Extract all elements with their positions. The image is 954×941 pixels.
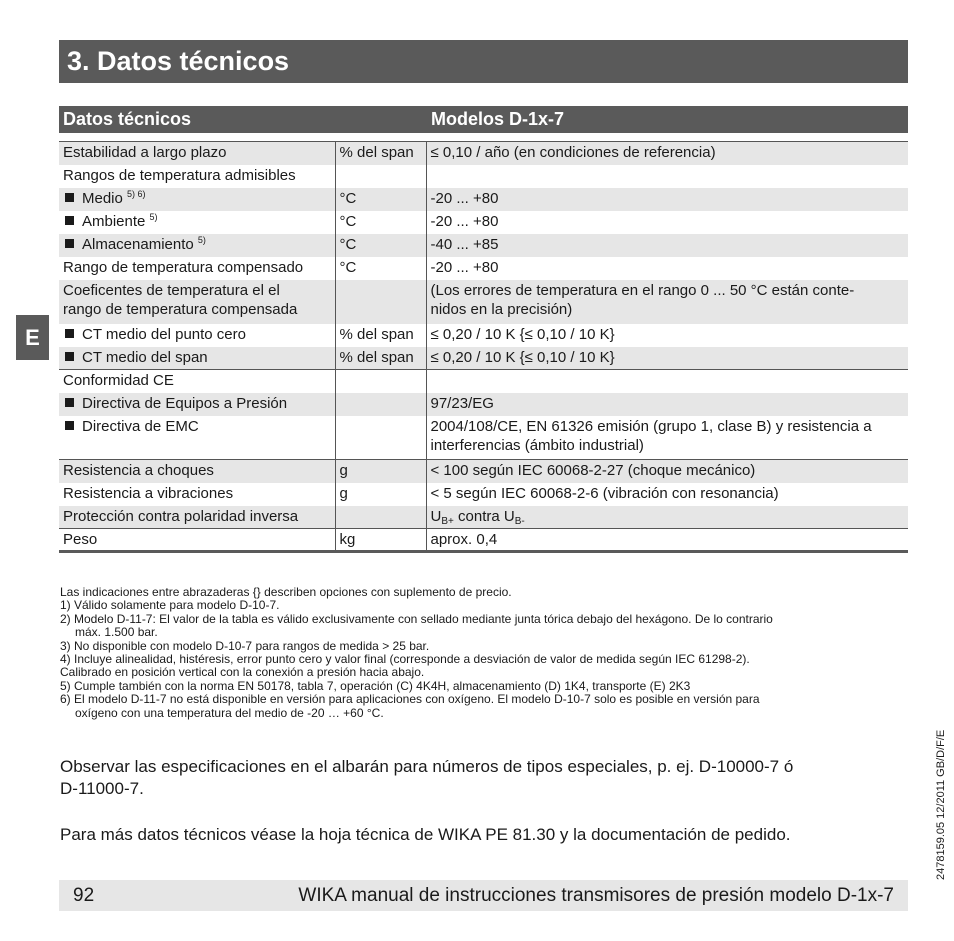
row-label: Protección contra polaridad inversa: [59, 506, 335, 529]
row-value: -20 ... +80: [426, 257, 908, 280]
reference-paragraph: Para más datos técnicos véase la hoja técnica de WIKA PE 81.30 y la documentación de pedido.: [60, 825, 791, 844]
footnote: 5) Cumple también con la norma EN 50178, tabla 7, operación (C) 4K4H, almacenamiento (D) 1K4, transporte (E) 2K3: [60, 678, 691, 693]
table-row: [59, 211, 908, 234]
row-value: < 100 según IEC 60068-2-27 (choque mecánico): [426, 460, 908, 483]
footnotes: [60, 586, 895, 720]
section-title: 3. Datos técnicos: [59, 40, 908, 83]
table-row: [59, 460, 908, 483]
row-unit: °C: [335, 211, 426, 234]
table-row: [59, 529, 908, 552]
document-code: [919, 690, 947, 880]
footnote: 1) Válido solamente para modelo D-10-7.: [60, 598, 280, 613]
page-footer: [59, 880, 908, 911]
row-label-text: Directiva de Equipos a Presión: [82, 394, 288, 412]
row-value: aprox. 0,4: [426, 529, 908, 552]
row-unit: % del span: [335, 347, 426, 370]
row-value: 97/23/EG: [426, 393, 908, 416]
row-label: [59, 188, 335, 211]
table-row: [59, 142, 908, 165]
table-row: [59, 280, 908, 324]
row-unit: [335, 416, 426, 460]
row-unit: % del span: [335, 142, 426, 165]
row-label-text: Ambiente: [82, 212, 146, 230]
row-label-text: Directiva de EMC: [82, 417, 199, 435]
footnote: oxígeno con una temperatura del medio de -20 … +60 °C.: [75, 705, 384, 720]
voltage-subscript: B-: [514, 515, 525, 527]
footnote: Calibrado en posición vertical con la conexión a presión hacia abajo.: [60, 665, 425, 680]
row-label: [59, 324, 335, 347]
row-label: Resistencia a vibraciones: [63, 484, 234, 502]
table-row: [59, 393, 908, 416]
row-unit: [335, 393, 426, 416]
language-tab: E: [16, 315, 49, 360]
row-value: [426, 370, 908, 393]
page-number: 92: [73, 885, 95, 906]
row-value: [426, 416, 908, 460]
row-value-line: 2004/108/CE, EN 61326 emisión (grupo 1, clase B) y resistencia a: [430, 417, 872, 435]
square-bullet-icon: [65, 398, 74, 407]
row-label: [59, 416, 335, 460]
row-label: Peso: [59, 529, 335, 552]
row-unit: [335, 165, 426, 188]
row-value: [426, 280, 908, 324]
footnote: 3) No disponible con modelo D-10-7 para rangos de medida > 25 bar.: [60, 638, 430, 653]
row-value: ≤ 0,20 / 10 K {≤ 0,10 / 10 K}: [426, 347, 908, 370]
row-value: [426, 165, 908, 188]
row-unit: °C: [335, 257, 426, 280]
footer-title: WIKA manual de instrucciones transmisores de presión modelo D-1x-7: [298, 885, 894, 906]
row-label: Rangos de temperatura admisibles: [63, 166, 296, 184]
row-unit: [335, 280, 426, 324]
footnote: máx. 1.500 bar.: [75, 625, 158, 640]
note-line: D-11000-7.: [60, 779, 144, 798]
footnote: 6) El modelo D-11-7 no está disponible en versión para aplicaciones con oxígeno. El modelo D-10-7 solo es posible en versión para: [60, 692, 760, 707]
table-row: [59, 416, 908, 460]
row-value: -20 ... +80: [426, 188, 908, 211]
row-unit: % del span: [335, 324, 426, 347]
row-unit: [335, 506, 426, 529]
table-row: [59, 257, 908, 280]
square-bullet-icon: [65, 329, 74, 338]
voltage-symbol: U: [430, 507, 442, 525]
row-unit: [335, 370, 426, 393]
row-unit: kg: [335, 529, 426, 552]
row-label: [59, 234, 335, 257]
row-unit: g: [335, 460, 426, 483]
table-row: [59, 347, 908, 370]
row-value: < 5 según IEC 60068-2-6 (vibración con resonancia): [426, 483, 908, 506]
footnote: 4) Incluye alinealidad, histéresis, error punto cero y valor final (corresponde a desviación de valor de medida según IEC 61298-2).: [60, 652, 750, 667]
square-bullet-icon: [65, 193, 74, 202]
footnote: Las indicaciones entre abrazaderas {} describen opciones con suplemento de precio.: [60, 585, 512, 599]
table-row: [59, 188, 908, 211]
row-label: Rango de temperatura compensado: [63, 258, 304, 276]
row-unit: °C: [335, 188, 426, 211]
row-value: -40 ... +85: [426, 234, 908, 257]
row-label: Estabilidad a largo plazo: [59, 142, 335, 165]
row-label-text: CT medio del span: [82, 348, 208, 366]
row-label: [59, 211, 335, 234]
square-bullet-icon: [65, 352, 74, 361]
row-value: ≤ 0,20 / 10 K {≤ 0,10 / 10 K}: [426, 324, 908, 347]
row-value: [426, 506, 908, 529]
table-row: [59, 506, 908, 529]
row-unit: g: [335, 483, 426, 506]
row-label-text: Medio: [82, 189, 123, 207]
row-value-line: interferencias (ámbito industrial): [430, 436, 644, 454]
square-bullet-icon: [65, 421, 74, 430]
row-unit: °C: [335, 234, 426, 257]
row-label-text: Almacenamiento: [82, 235, 194, 253]
footnote-ref: 5): [149, 211, 158, 222]
footnote-ref: 5) 6): [127, 188, 146, 199]
row-label-text: CT medio del punto cero: [82, 325, 246, 343]
footnote-ref: 5): [197, 234, 206, 245]
table-row: [59, 165, 908, 188]
row-label: [59, 280, 335, 324]
document-code-text: 2478159.05 12/2011 GB/D/F/E: [935, 729, 947, 880]
row-value-line: (Los errores de temperatura en el rango 0 ... 50 °C están conte-: [430, 281, 855, 299]
square-bullet-icon: [65, 239, 74, 248]
row-label: Conformidad CE: [59, 370, 335, 393]
table-header-left: Datos técnicos: [63, 109, 192, 129]
square-bullet-icon: [65, 216, 74, 225]
footnote: 2) Modelo D-11-7: El valor de la tabla es válido exclusivamente con sellado mediante junta tórica debajo del hexágono. De lo contrario: [60, 611, 773, 626]
row-value: ≤ 0,10 / año (en condiciones de referencia): [426, 142, 908, 165]
table-header: [59, 106, 908, 133]
table-row: [59, 234, 908, 257]
row-value-line: nidos en la precisión): [430, 300, 573, 318]
note-line: Observar las especificaciones en el albarán para números de tipos especiales, p. ej. D-10000-7 ó: [60, 757, 794, 776]
technical-data-table: [59, 141, 908, 553]
row-label: [59, 347, 335, 370]
row-value: -20 ... +80: [426, 211, 908, 234]
row-label: Resistencia a choques: [59, 460, 335, 483]
table-row: [59, 370, 908, 393]
table-header-right: Modelos D-1x-7: [431, 109, 565, 129]
voltage-subscript: B+: [441, 515, 454, 527]
note-paragraph: [60, 756, 880, 800]
row-label-line: rango de temperatura compensada: [63, 300, 298, 318]
table-row: [59, 483, 908, 506]
row-label: [59, 393, 335, 416]
table-row: [59, 324, 908, 347]
row-label-line: Coeficentes de temperatura el el: [63, 281, 280, 299]
row-value-text: contra U: [453, 507, 515, 525]
